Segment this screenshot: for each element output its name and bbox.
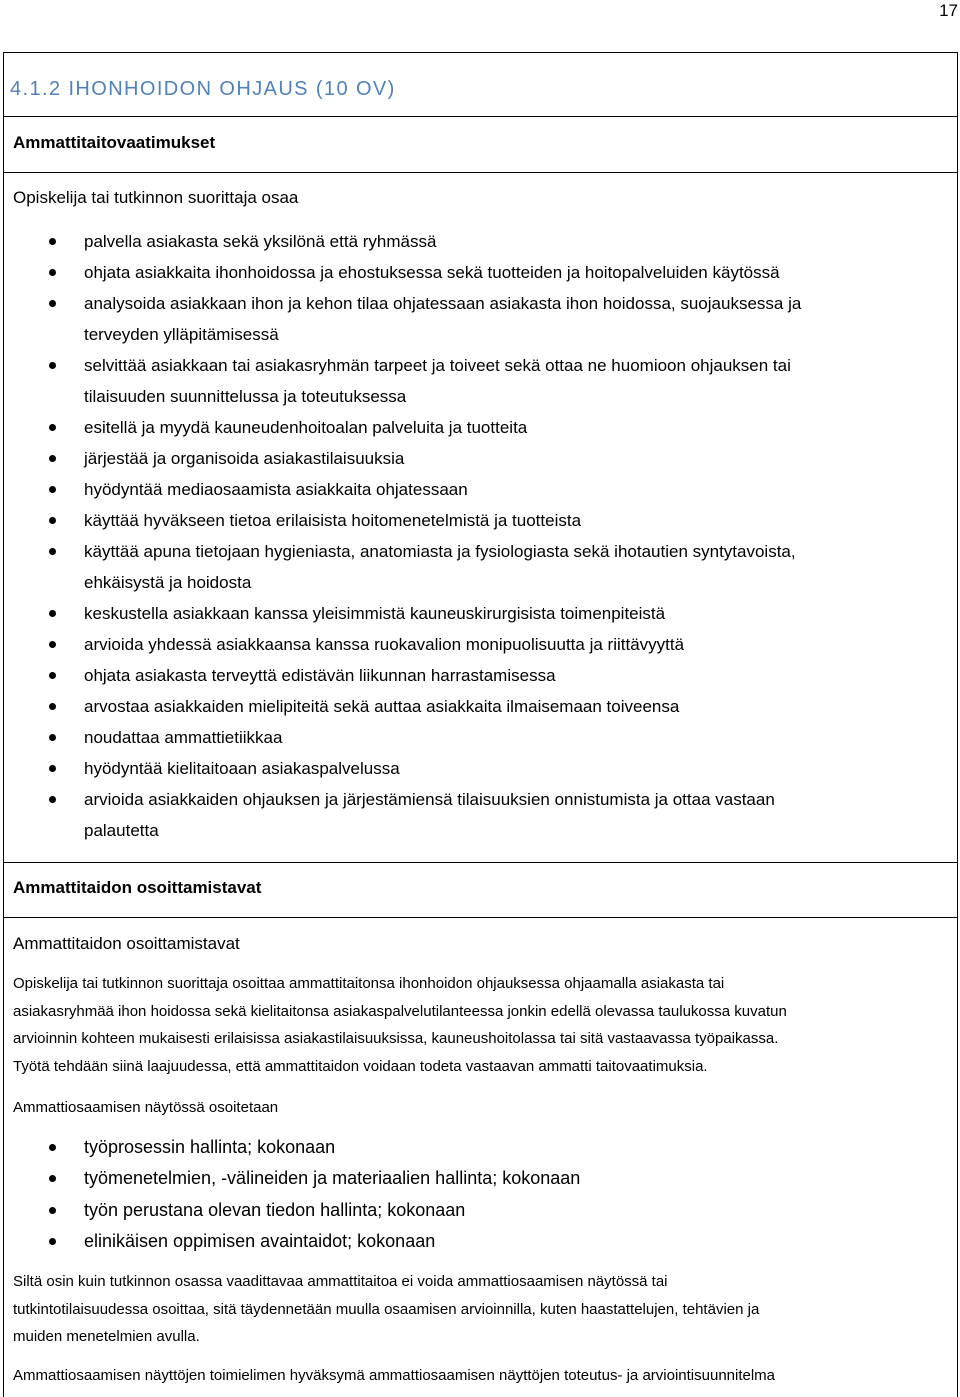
bullet-icon (49, 362, 56, 369)
requirement-item (0, 691, 960, 722)
requirement-text: palautetta (84, 821, 159, 840)
paragraph-line: tutkintotilaisuudessa osoittaa, sitä täydennetään muulla osaamisen arvioinnilla, kuten haastattelujen, tehtävien ja (13, 1300, 760, 1318)
demonstration-heading: Ammattitaidon osoittamistavat (13, 878, 262, 897)
bullet-icon (49, 486, 56, 493)
requirement-text: terveyden ylläpitämisessä (84, 325, 279, 344)
requirement-text: esitellä ja myydä kauneudenhoitoalan palveluita ja tuotteita (84, 418, 528, 437)
requirement-text: ohjata asiakasta terveyttä edistävän liikunnan harrastamisessa (84, 666, 556, 685)
demonstration-subheading: Ammattitaidon osoittamistavat (13, 934, 240, 953)
shown-item (0, 1132, 960, 1163)
shown-item (0, 1226, 960, 1257)
bullet-icon (49, 300, 56, 307)
bullet-icon (49, 796, 56, 803)
requirement-item (0, 722, 960, 753)
divider (3, 116, 958, 117)
shown-item-text: elinikäisen oppimisen avaintaidot; kokonaan (84, 1230, 436, 1251)
bullet-icon (49, 610, 56, 617)
supplement-paragraph (13, 1268, 943, 1351)
approval-line: Ammattiosaamisen näyttöjen toimielimen hyväksymä ammattiosaamisen näyttöjen toteutus- ja arviointisuunnitelma (13, 1367, 776, 1384)
bullet-icon (49, 1144, 56, 1151)
divider (3, 917, 958, 918)
requirement-item (0, 753, 960, 784)
requirements-heading: Ammattitaitovaatimukset (13, 133, 216, 152)
requirement-text: arvioida yhdessä asiakkaansa kanssa ruokavalion monipuolisuutta ja riittävyyttä (84, 635, 685, 654)
paragraph-line: asiakasryhmää ihon hoidossa sekä kielitaitonsa asiakaspalvelutilanteessa jonkin edellä olevassa taulukossa kuvatun (13, 1002, 787, 1020)
bullet-icon (49, 672, 56, 679)
bullet-icon (49, 765, 56, 772)
divider (3, 862, 958, 863)
shown-item (0, 1163, 960, 1194)
requirements-intro: Opiskelija tai tutkinnon suorittaja osaa (13, 188, 299, 207)
requirement-text: hyödyntää kielitaitoaan asiakaspalvelussa (84, 759, 400, 778)
requirement-item (0, 257, 960, 288)
paragraph-line: Opiskelija tai tutkinnon suorittaja osoittaa ammattitaitonsa ihonhoidon ohjauksessa ohjaamalla asiakasta tai (13, 975, 725, 992)
requirement-item (0, 505, 960, 536)
requirement-item (0, 350, 960, 412)
requirement-item (0, 629, 960, 660)
requirement-text: tilaisuuden suunnittelussa ja toteutuksessa (84, 387, 407, 406)
bullet-icon (49, 455, 56, 462)
shown-item-text: työprosessin hallinta; kokonaan (84, 1137, 336, 1157)
bullet-icon (49, 641, 56, 648)
requirement-item (0, 226, 960, 257)
shown-item-text: työn perustana olevan tiedon hallinta; kokonaan (84, 1199, 466, 1220)
shown-list (0, 1132, 960, 1257)
requirements-list (0, 226, 960, 846)
shown-item-text: työmenetelmien, -välineiden ja materiaalien hallinta; kokonaan (84, 1168, 581, 1189)
bullet-icon (49, 1238, 56, 1245)
requirement-text: ehkäisystä ja hoidosta (84, 573, 252, 592)
bullet-icon (49, 734, 56, 741)
demonstration-paragraph (13, 970, 943, 1080)
requirement-text: arvostaa asiakkaiden mielipiteitä sekä auttaa asiakkaita ilmaisemaan toiveensa (84, 697, 680, 716)
requirement-text: hyödyntää mediaosaamista asiakkaita ohjatessaan (84, 480, 468, 499)
requirement-item (0, 412, 960, 443)
requirement-text: palvella asiakasta sekä yksilönä että ryhmässä (84, 232, 437, 251)
page-number: 17 (939, 1, 958, 20)
shown-item (0, 1195, 960, 1226)
bullet-icon (49, 1207, 56, 1214)
paragraph-line: arvioinnin kohteen mukaisesti erilaisissa asiakastilaisuuksissa, kauneushoitolassa tai sitä vastaavassa työpaikassa. (13, 1030, 779, 1047)
bullet-icon (49, 703, 56, 710)
requirement-text: keskustella asiakkaan kanssa yleisimmistä kauneuskirurgisista toimenpiteistä (84, 604, 666, 623)
requirement-item (0, 598, 960, 629)
requirement-text: arvioida asiakkaiden ohjauksen ja järjestämiensä tilaisuuksien onnistumista ja ottaa vastaan (84, 790, 775, 809)
requirement-text: järjestää ja organisoida asiakastilaisuuksia (84, 449, 405, 468)
requirement-text: selvittää asiakkaan tai asiakasryhmän tarpeet ja toiveet sekä ottaa ne huomioon ohjauksen tai (84, 356, 791, 375)
divider (3, 172, 958, 173)
requirement-item (0, 443, 960, 474)
paragraph-line: muiden menetelmien avulla. (13, 1328, 200, 1345)
requirement-text: ohjata asiakkaita ihonhoidossa ja ehostuksessa sekä tuotteiden ja hoitopalveluiden käytössä (84, 263, 780, 282)
requirement-text: analysoida asiakkaan ihon ja kehon tilaa ohjatessaan asiakasta ihon hoidossa, suojauksessa ja (84, 294, 802, 313)
requirement-text: käyttää apuna tietojaan hygieniasta, anatomiasta ja fysiologiasta sekä ihotautien syntytavoista, (84, 542, 796, 561)
requirement-item (0, 474, 960, 505)
requirement-text: noudattaa ammattietiikkaa (84, 728, 283, 747)
bullet-icon (49, 269, 56, 276)
requirement-item (0, 784, 960, 846)
requirement-item (0, 536, 960, 598)
paragraph-line: Siltä osin kuin tutkinnon osassa vaadittavaa ammattitaitoa ei voida ammattiosaamisen näytössä tai (13, 1273, 668, 1290)
bullet-icon (49, 1175, 56, 1182)
section-title: 4.1.2 IHONHOIDON OHJAUS (10 OV) (10, 78, 396, 100)
requirement-item (0, 288, 960, 350)
bullet-icon (49, 424, 56, 431)
bullet-icon (49, 548, 56, 555)
shown-label: Ammattiosaamisen näytössä osoitetaan (13, 1099, 279, 1116)
requirement-text: käyttää hyväkseen tietoa erilaisista hoitomenetelmistä ja tuotteista (84, 511, 582, 530)
paragraph-line: Työtä tehdään siinä laajuudessa, että ammattitaidon voidaan todeta vastaavan ammatti taitovaatimuksia. (13, 1057, 708, 1075)
bullet-icon (49, 238, 56, 245)
requirement-item (0, 660, 960, 691)
bullet-icon (49, 517, 56, 524)
